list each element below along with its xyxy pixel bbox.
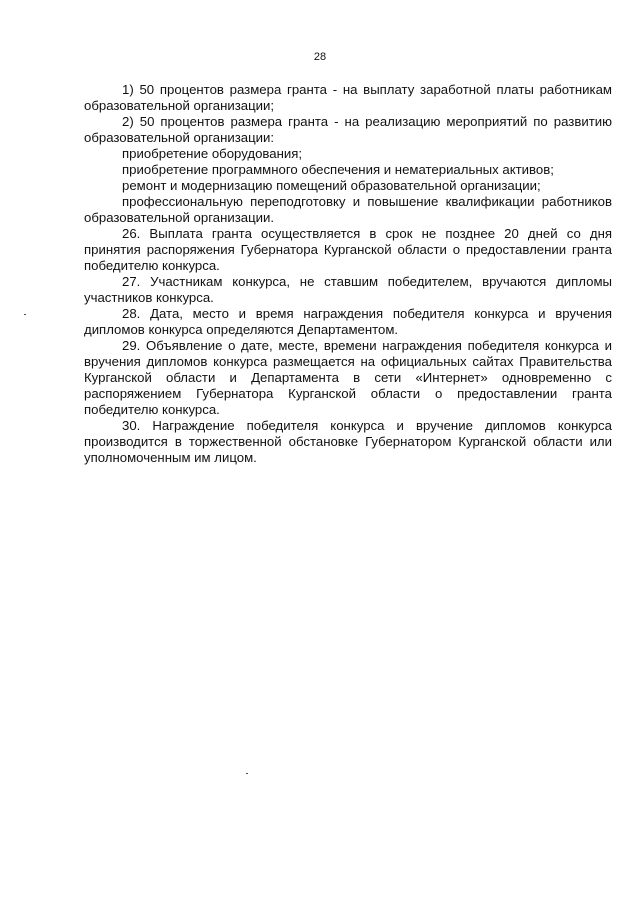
paragraph-27: 27. Участникам конкурса, не ставшим победителем, вручаются дипломы участников конкурса. bbox=[84, 274, 612, 305]
paragraph-30: 30. Награждение победителя конкурса и вручение дипломов конкурса производится в торжественной обстановке Губернатором Курганской области или уполномоченным им лицом. bbox=[84, 418, 612, 465]
paragraph-29: 29. Объявление о дате, месте, времени награждения победителя конкурса и вручения дипломов конкурса размещается на официальных сайтах Правительства Курганской области и Департамента в сети «Интернет» одновременно с распоряжением Губернатора Курганской области о предоставлении гранта победителю конкурса. bbox=[84, 338, 612, 417]
paragraph-26: 26. Выплата гранта осуществляется в срок не позднее 20 дней со дня принятия распоряжения Губернатора Курганской области о предоставлении гранта победителю конкурса. bbox=[84, 226, 612, 273]
scan-artifact-dot bbox=[24, 314, 26, 315]
paragraph-repair: ремонт и модернизацию помещений образовательной организации; bbox=[122, 178, 541, 193]
paragraph-item-2: 2) 50 процентов размера гранта - на реализацию мероприятий по развитию образовательной организации: bbox=[84, 114, 612, 145]
scan-artifact-dot bbox=[246, 773, 248, 774]
page-number: 28 bbox=[313, 51, 327, 63]
paragraph-training: профессиональную переподготовку и повышение квалификации работников образовательной организации. bbox=[84, 194, 612, 225]
paragraph-28: 28. Дата, место и время награждения победителя конкурса и вручения дипломов конкурса определяются Департаментом. bbox=[84, 306, 612, 337]
paragraph-item-1: 1) 50 процентов размера гранта - на выплату заработной платы работникам образовательной организации; bbox=[84, 82, 612, 113]
paragraph-software: приобретение программного обеспечения и нематериальных активов; bbox=[122, 162, 554, 177]
paragraph-equipment: приобретение оборудования; bbox=[122, 146, 303, 161]
document-body bbox=[84, 82, 612, 466]
